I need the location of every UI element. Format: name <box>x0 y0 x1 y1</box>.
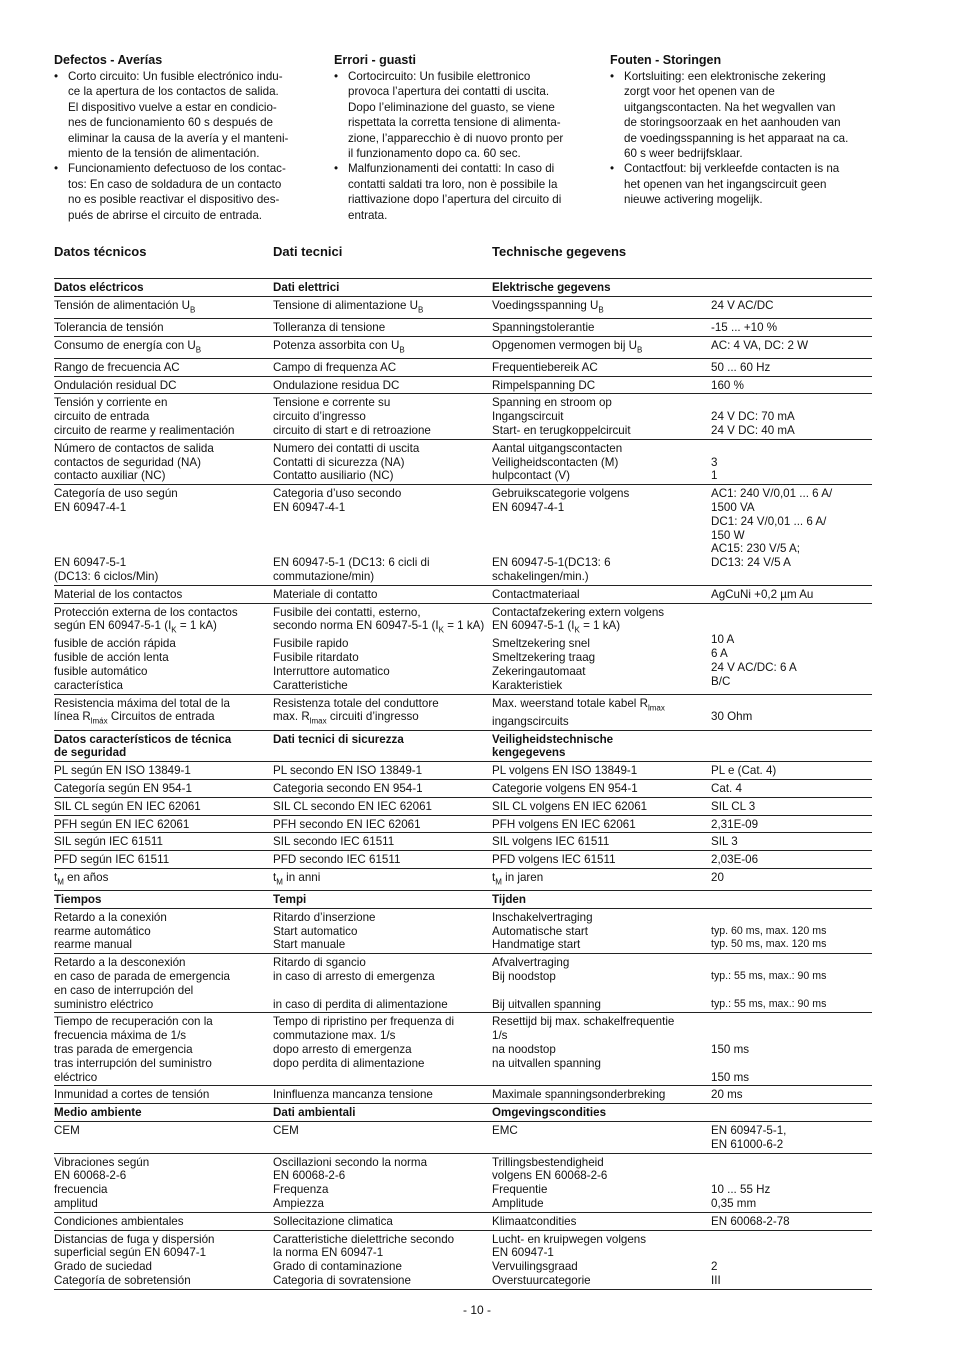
faults-list-nl <box>610 69 872 208</box>
table-row <box>54 297 872 319</box>
cell-it: Ritardo d’inserzione Start automatico Start manuale <box>273 910 376 952</box>
cell-es: Condiciones ambientales <box>54 1214 184 1228</box>
cell-nl: Afvalvertraging Bij noodstop Bij uitvallen spanning <box>492 956 601 1011</box>
table-section-row <box>54 891 872 909</box>
cell-it: Ondulazione residua DC <box>273 378 400 392</box>
cell-it: Tolleranza di tensione <box>273 320 386 334</box>
cell-it: Campo di frequenza AC <box>273 360 397 374</box>
cell-value: EN 60068-2-78 <box>711 1214 790 1228</box>
cell-es: Tensión de alimentación $U_B$ <box>54 298 196 315</box>
cell-nl: Lucht- en kruipwegen volgens EN 60947-1 Vervuilingsgraad Overstuurcategorie <box>492 1232 647 1287</box>
table-row <box>54 394 872 439</box>
table-row <box>54 1231 872 1290</box>
table-row <box>54 954 872 1013</box>
table-row <box>54 440 872 485</box>
cell-it: CEM <box>273 1124 299 1137</box>
cell-value: 2,31E-09 <box>711 817 759 831</box>
cell-es: Vibraciones según EN 60068-2-6 frecuencia amplitud <box>54 1155 150 1210</box>
cell-es: Inmunidad a cortes de tensión <box>54 1088 210 1102</box>
cell-es: PL según EN ISO 13849-1 <box>54 764 191 778</box>
faults-title-es: Defectos - Averías <box>54 53 163 67</box>
cell-value <box>711 1104 872 1121</box>
cell-it: Tempo di ripristino per frequenza di commutazione max. 1/s dopo arresto di emergenza dopo perdita di alimentazione <box>273 1015 455 1070</box>
faults-list-it <box>334 69 596 223</box>
cell-es: Distancias de fuga y dispersión superficial según EN 60947-1 Grado de suciedad Categoría de sobretensión <box>54 1232 215 1287</box>
cell-value: 10 A 6 A 24 V AC/DC: 6 A B/C <box>711 633 797 688</box>
table-row <box>54 762 872 780</box>
cell-value: typ.: 55 ms, max.: 90 ms typ.: 55 ms, max.: 90 ms <box>711 970 827 1010</box>
cell-nl: Omgevingscondities <box>492 1106 607 1120</box>
cell-it: Categoria secondo EN 954-1 <box>273 781 423 795</box>
cell-nl: Klimaatcondities <box>492 1214 577 1228</box>
cell-nl: Spanning en stroom op Ingangscircuit Start- en terugkoppelcircuit <box>492 396 631 437</box>
cell-value: 150 ms 150 ms <box>711 1043 750 1084</box>
cell-it: Numero dei contatti di uscita Contatti di sicurezza (NA) Contatto ausiliario (NC) <box>273 441 420 483</box>
cell-nl: Gebruikscategorie volgens EN 60947-4-1 EN 60947-5-1(DC13: 6 schakelingen/min.) <box>492 487 630 583</box>
table-section-row <box>54 1104 872 1122</box>
cell-value <box>711 279 872 296</box>
table-section-row <box>54 279 872 297</box>
cell-it: Fusibile dei contatti, esterno, secondo norma EN 60947-5-1 ($I_K = 1$ kA) Fusibile rapido Fusibile ritardato Interruttore automatico Caratteristiche <box>273 605 485 692</box>
cell-it: Dati tecnici di sicurezza <box>273 732 404 746</box>
cell-value: 2 III <box>711 1260 721 1287</box>
table-row <box>54 816 872 834</box>
list-item: • Funcionamiento defectuoso de los contac- tos: En caso de soldadura de un contacto no es posible reactivar el dispositivo des- pués de abrirse el circuito de entrada. <box>54 161 316 223</box>
cell-es: Retardo a la desconexión en caso de parada de emergencia en caso de interrupción del suministro eléctrico <box>54 956 230 1011</box>
cell-nl: Max. weerstand totale kabel $R_{lmax}$ ingangscircuits <box>492 696 665 728</box>
cell-es: Número de contactos de salida contactos de seguridad (NA) contacto auxiliar (NC) <box>54 441 214 483</box>
cell-value: AC1: 240 V/0,01 ... 6 A/ 1500 VA DC1: 24 V/0,01 ... 6 A/ 150 W AC15: 230 V/5 A; DC13: 24 V/5 A <box>711 487 833 570</box>
cell-value: 50 ... 60 Hz <box>711 360 771 374</box>
faults-column-nl <box>610 53 872 208</box>
cell-it: Caratteristiche dielettriche secondo la norma EN 60947-1 Grado di contaminazione Categoria di sovratensione <box>273 1232 455 1287</box>
cell-it: PL secondo EN ISO 13849-1 <box>273 764 423 778</box>
cell-value: 24 V AC/DC <box>711 298 774 312</box>
table-row <box>54 695 872 731</box>
list-item: • Cortocircuito: Un fusibile elettronico provoca l’apertura dei contatti di uscita. Dopo l’eliminazione del guasto, se viene rispettata la corretta tensione di alimenta- zione, l’apparecchio è di nuovo pronto per il funzionamento dopo ca. 60 sec. <box>334 69 596 161</box>
list-item: • Contactfout: bij verkleefde contacten is na het openen van het ingangscircuit geen nieuwe activering mogelijk. <box>610 161 872 207</box>
cell-value: Cat. 4 <box>711 781 742 795</box>
faults-list-es <box>54 69 316 223</box>
table-row <box>54 586 872 604</box>
table-row <box>54 319 872 337</box>
table-row <box>54 1213 872 1231</box>
cell-value: typ. 60 ms, max. 120 ms typ. 50 ms, max. 120 ms <box>711 924 827 951</box>
cell-it: Oscillazioni secondo la norma EN 60068-2-6 Frequenza Ampiezza <box>273 1155 428 1210</box>
section-title-it: Dati tecnici <box>273 244 343 259</box>
cell-it: Sollecitazione climatica <box>273 1214 393 1228</box>
table-row <box>54 359 872 377</box>
list-item: • Corto circuito: Un fusible electrónico indu- ce la apertura de los contactos de salida. El dispositivo vuelve a estar en condicio- nes de funcionamiento 60 s después de eliminar la causa de la avería y el manteni- miento de la tensión de alimentación. <box>54 69 316 161</box>
cell-nl: PL volgens EN ISO 13849-1 <box>492 764 638 778</box>
cell-it: PFH secondo EN IEC 62061 <box>273 817 421 831</box>
cell-nl: Aantal uitgangscontacten Veiligheidscontacten (M) hulpcontact (V) <box>492 441 623 483</box>
table-row <box>54 851 872 869</box>
cell-nl: Opgenomen vermogen bij $U_B$ <box>492 338 643 355</box>
cell-it: Resistenza totale del conduttore max. $R_{lmax}$ circuiti d’ingresso <box>273 696 439 726</box>
cell-it: Dati elettrici <box>273 281 340 294</box>
cell-it: Tensione di alimentazione $U_B$ <box>273 298 424 315</box>
table-section-row <box>54 731 872 763</box>
cell-nl: Voedingsspanning $U_B$ <box>492 298 604 315</box>
table-row <box>54 909 872 954</box>
cell-value: SIL 3 <box>711 835 738 849</box>
cell-nl: Rimpelspanning DC <box>492 378 596 392</box>
faults-column-es <box>54 53 316 223</box>
cell-it: Dati ambientali <box>273 1106 356 1120</box>
table-row <box>54 1013 872 1086</box>
table-row <box>54 798 872 816</box>
cell-value <box>711 731 872 762</box>
table-row <box>54 1086 872 1104</box>
cell-value: 10 ... 55 Hz 0,35 mm <box>711 1183 771 1210</box>
list-item: • Malfunzionamenti dei contatti: In caso di contatti saldati tra loro, non è possibile la riattivazione dopo l’apertura del circuito di entrata. <box>334 161 596 223</box>
cell-value: 24 V DC: 70 mA 24 V DC: 40 mA <box>711 410 795 437</box>
cell-es: Datos eléctricos <box>54 281 144 294</box>
faults-title-nl: Fouten - Storingen <box>610 53 722 67</box>
cell-value: 3 1 <box>711 455 718 483</box>
cell-es: Categoría según EN 954-1 <box>54 781 192 795</box>
cell-nl: PFD volgens IEC 61511 <box>492 853 616 867</box>
cell-value: 160 % <box>711 378 744 392</box>
cell-value <box>711 891 872 908</box>
cell-es: PFD según IEC 61511 <box>54 853 170 867</box>
cell-nl: Contactafzekering extern volgens EN 60947-5-1 ($I_K = 1$ kA) Smeltzekering snel Smeltzekering traag Zekeringautomaat Karakteristiek <box>492 605 665 692</box>
cell-nl: Resettijd bij max. schakelfrequentie 1/s na noodstop na uitvallen spanning <box>492 1015 675 1070</box>
table-row <box>54 780 872 798</box>
cell-it: Materiale di contatto <box>273 587 378 601</box>
cell-es: Protección externa de los contactos según EN 60947-5-1 ($I_K = 1$ kA) fusible de acción rápida fusible de acción lenta fusible automático característica <box>54 605 238 692</box>
cell-value: PL e (Cat. 4) <box>711 764 777 778</box>
cell-nl: PFH volgens EN IEC 62061 <box>492 817 636 831</box>
cell-it: Potenza assorbita con $U_B$ <box>273 338 405 355</box>
cell-it: Ininfluenza mancanza tensione <box>273 1088 433 1102</box>
cell-nl: SIL CL volgens EN IEC 62061 <box>492 799 648 813</box>
cell-value: 2,03E-06 <box>711 853 759 867</box>
cell-it: Categoria d’uso secondo EN 60947-4-1 EN 60947-5-1 (DC13: 6 cicli di commutazione/min) <box>273 487 430 583</box>
cell-es: Resistencia máxima del total de la línea $R_{lmáx}$ Circuitos de entrada <box>54 696 230 726</box>
cell-es: Datos característicos de técnica de seguridad <box>54 732 232 760</box>
cell-it: SIL secondo IEC 61511 <box>273 835 395 849</box>
cell-value: 20 ms <box>711 1088 743 1102</box>
section-title-nl: Technische gegevens <box>492 244 627 259</box>
cell-es: Consumo de energía con $U_B$ <box>54 338 202 355</box>
cell-es: Tensión y corriente en circuito de entrada circuito de rearme y realimentación <box>54 396 235 437</box>
cell-es: Retardo a la conexión rearme automático rearme manual <box>54 910 167 952</box>
table-row <box>54 869 872 891</box>
table-row <box>54 485 872 586</box>
cell-nl: Tijden <box>492 893 526 907</box>
cell-nl: Frequentiebereik AC <box>492 360 598 374</box>
cell-it: $t_M$ in anni <box>273 870 321 887</box>
cell-es: Rango de frecuencia AC <box>54 360 180 374</box>
cell-nl: Elektrische gegevens <box>492 281 611 294</box>
cell-nl: Spanningstolerantie <box>492 320 595 334</box>
cell-nl: SIL volgens IEC 61511 <box>492 835 610 849</box>
cell-nl: Veiligheidstechnische kengegevens <box>492 732 614 760</box>
cell-es: $t_M$ en años <box>54 870 109 887</box>
cell-value: 30 Ohm <box>711 710 753 724</box>
table-row <box>54 337 872 359</box>
cell-es: PFH según EN IEC 62061 <box>54 817 190 831</box>
cell-es: Tolerancia de tensión <box>54 320 164 334</box>
list-item: • Kortsluiting: een elektronische zekering zorgt voor het openen van de uitgangscontacten. Na het wegvallen van de storingsoorzaak en het aanhouden van de voedingsspanning is het apparaat na ca. 60 s weer bedrijfsklaar. <box>610 69 872 161</box>
cell-value: AC: 4 VA, DC: 2 W <box>711 338 809 352</box>
faults-column-it <box>334 53 596 223</box>
cell-value: EN 60947-5-1, EN 61000-6-2 <box>711 1124 787 1151</box>
cell-es: Tiempo de recuperación con la frecuencia máxima de 1/s tras parada de emergencia tras interrupción del suministro eléctrico <box>54 1015 213 1084</box>
cell-es: Medio ambiente <box>54 1106 142 1120</box>
table-row <box>54 1122 872 1154</box>
cell-es: Ondulación residual DC <box>54 378 177 392</box>
cell-nl: Trillingsbestendigheid volgens EN 60068-2-6 Frequentie Amplitude <box>492 1155 608 1210</box>
cell-es: Tiempos <box>54 893 102 907</box>
cell-es: SIL CL según EN IEC 62061 <box>54 799 201 813</box>
table-row <box>54 604 872 695</box>
technical-data-table <box>54 278 872 1290</box>
cell-it: Ritardo di sgancio in caso di arresto di emergenza in caso di perdita di alimentazione <box>273 956 448 1011</box>
cell-nl: Contactmateriaal <box>492 587 580 601</box>
cell-value: SIL CL 3 <box>711 799 756 813</box>
cell-value: -15 ... +10 % <box>711 320 778 334</box>
cell-es: Material de los contactos <box>54 587 183 601</box>
cell-value: AgCuNi +0,2 µm Au <box>711 587 814 601</box>
cell-nl: $t_M$ in jaren <box>492 870 544 887</box>
cell-nl: EMC <box>492 1124 518 1137</box>
cell-it: Tensione e corrente su circuito d’ingresso circuito di start e di retroazione <box>273 396 431 437</box>
cell-it: SIL CL secondo EN IEC 62061 <box>273 799 432 813</box>
cell-es: Categoría de uso según EN 60947-4-1 EN 60947-5-1 (DC13: 6 ciclos/Min) <box>54 487 178 583</box>
page-number: - 10 - <box>462 1303 491 1317</box>
table-row <box>54 377 872 395</box>
cell-it: PFD secondo IEC 61511 <box>273 853 401 867</box>
table-row <box>54 1154 872 1213</box>
cell-nl: Inschakelvertraging Automatische start Handmatige start <box>492 910 593 952</box>
faults-title-it: Errori - guasti <box>334 53 416 67</box>
cell-es: SIL según IEC 61511 <box>54 835 163 849</box>
table-row <box>54 833 872 851</box>
cell-it: Tempi <box>273 893 307 907</box>
cell-value: 20 <box>711 870 724 884</box>
cell-nl: Categorie volgens EN 954-1 <box>492 781 638 795</box>
cell-es: CEM <box>54 1124 80 1137</box>
cell-nl: Maximale spanningsonderbreking <box>492 1088 666 1102</box>
section-title-es: Datos técnicos <box>54 244 147 259</box>
